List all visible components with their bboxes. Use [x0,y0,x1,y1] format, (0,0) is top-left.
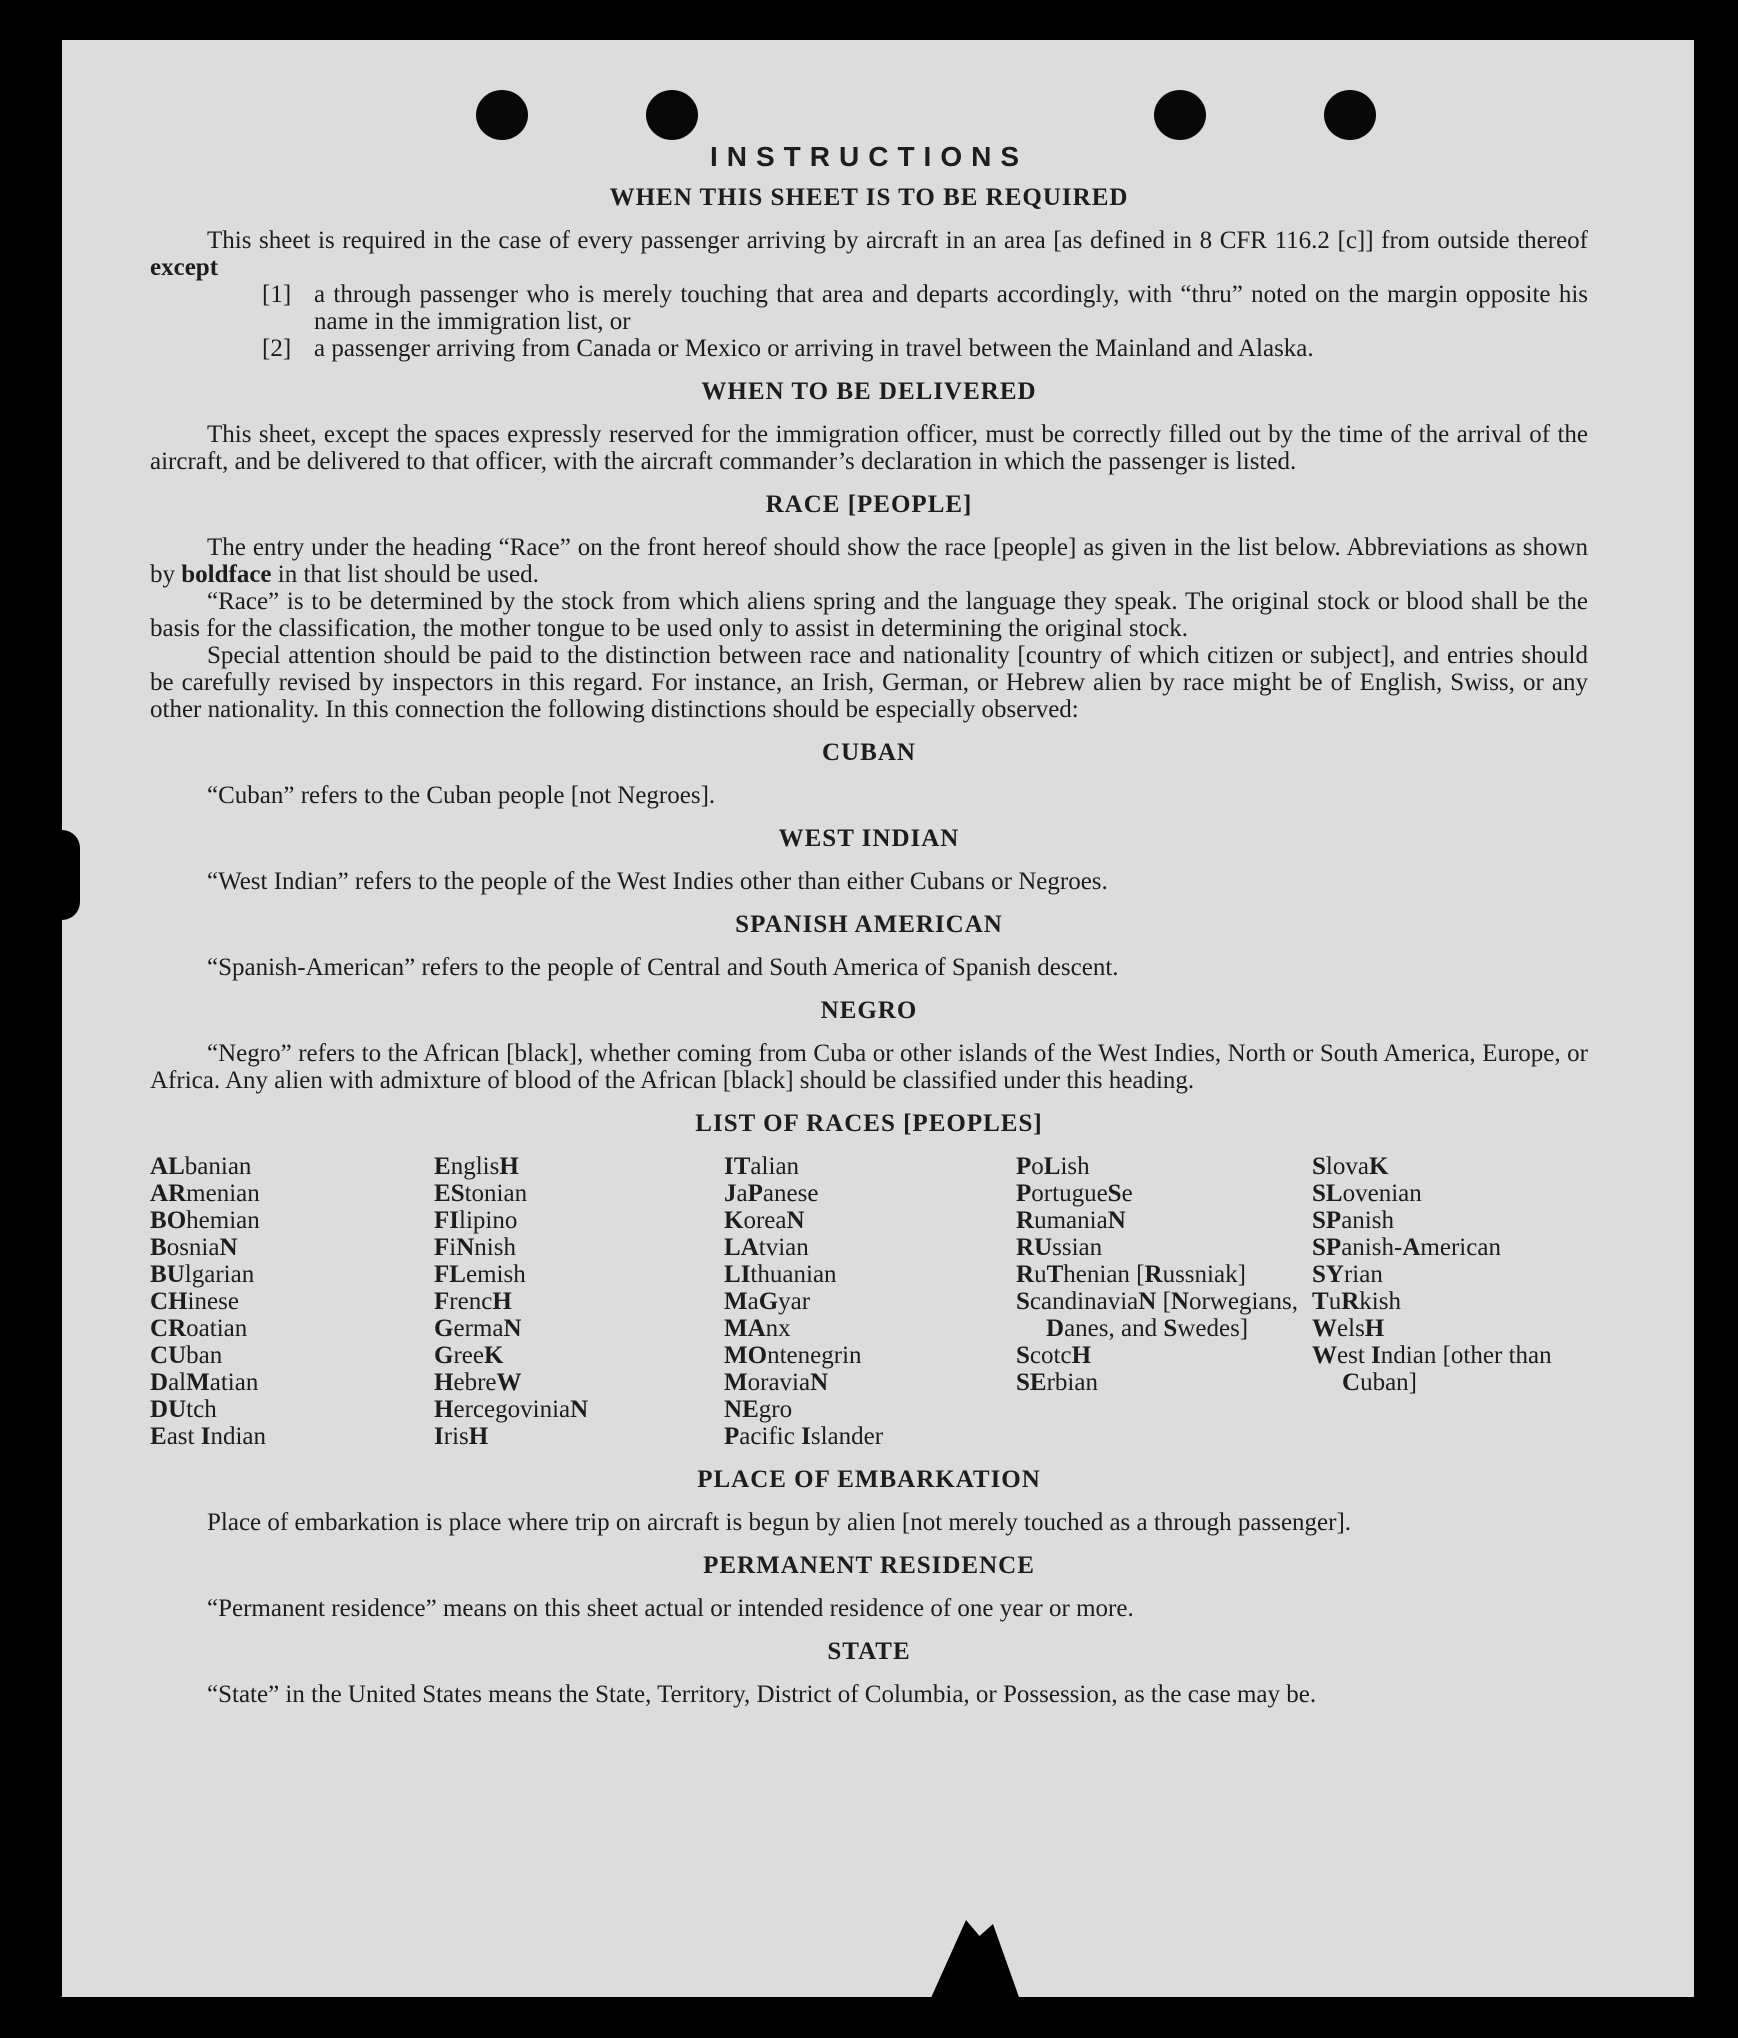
race-entry: SlovaK [1312,1153,1389,1180]
race-entry: West Indian [other than Cuban] [1312,1342,1552,1396]
race-column [1016,1153,1312,1450]
page-title: INSTRUCTIONS [710,141,1028,172]
paragraph-embarkation: Place of embarkation is place where trip on aircraft is begun by alien [not merely touched as a through passenger]. [207,1509,1352,1536]
race-entry: LIthuanian [724,1261,837,1288]
race-column [724,1153,1016,1450]
heading-embarkation: PLACE OF EMBARKATION [697,1466,1041,1493]
race-entry: ARmenian [150,1180,260,1207]
race-column [1312,1153,1588,1450]
heading-residence: PERMANENT RESIDENCE [703,1552,1035,1579]
race-entry: RUssian [1016,1234,1103,1261]
race-entry: TuRkish [1312,1288,1401,1315]
race-entry: FrencH [434,1288,512,1315]
paragraph-spanish-american: “Spanish-American” refers to the people of Central and South America of Spanish descent. [207,954,1119,981]
race-entry: KoreaN [724,1207,805,1234]
race-entry: MOntenegrin [724,1342,862,1369]
paragraph-when-delivered: This sheet, except the spaces expressly reserved for the immigration officer, must be correctly filled out by the time of the arrival of the aircraft, and be delivered to that officer, with the aircraft commander’s declaration in which the passenger is listed. [150,421,1588,475]
race-entry: IrisH [434,1423,489,1450]
paragraph-negro: “Negro” refers to the African [black], whether coming from Cuba or other islands of the West Indies, North or South America, Europe, or Africa. Any alien with admixture of blood of the African [black] should be classified under this heading. [150,1040,1588,1094]
race-column [434,1153,724,1450]
paragraph-state: “State” in the United States means the State, Territory, District of Columbia, or Possession, as the case may be. [207,1681,1317,1708]
race-entry: ITalian [724,1153,800,1180]
race-entry: SYrian [1312,1261,1383,1288]
race-entry: PortugueSe [1016,1180,1133,1207]
punch-hole [476,90,528,140]
heading-spanish-american: SPANISH AMERICAN [735,911,1003,938]
race-entry: EnglisH [434,1153,519,1180]
document-page [62,40,1694,1997]
race-entry: NEgro [724,1396,793,1423]
heading-list-of-races: LIST OF RACES [PEOPLES] [695,1110,1043,1137]
instructions-content [150,140,1588,1708]
list-item: [2] a passenger arriving from Canada or Mexico or arriving in travel between the Mainland and Alaska. [262,335,1314,362]
race-entry: SPanish-American [1312,1234,1501,1261]
race-entry: ScotcH [1016,1342,1092,1369]
race-entry: ALbanian [150,1153,252,1180]
race-entry: RuThenian [Russniak] [1016,1261,1246,1288]
paragraph-when-required: This sheet is required in the case of every passenger arriving by aircraft in an area [as defined in 8 CFR 116.2 [c]] from outside thereof except [150,227,1588,281]
race-entry: FIlipino [434,1207,518,1234]
paragraph-race-1: The entry under the heading “Race” on the front hereof should show the race [people] as given in the list below. Abbreviations as shown by boldface in that list should be used. [150,534,1588,588]
heading-when-required: WHEN THIS SHEET IS TO BE REQUIRED [609,184,1129,211]
race-entry: BosniaN [150,1234,238,1261]
race-entry: HercegoviniaN [434,1396,589,1423]
race-entry: DalMatian [150,1369,259,1396]
race-entry: MaGyar [724,1288,811,1315]
paragraph-west-indian: “West Indian” refers to the people of the West Indies other than either Cubans or Negroes. [207,868,1108,895]
paragraph-race-2: “Race” is to be determined by the stock from which aliens spring and the language they speak. The original stock or blood shall be the basis for the classification, the mother tongue to be used only to assist in determining the original stock. [150,588,1588,642]
race-entry: FLemish [434,1261,526,1288]
race-entry: LAtvian [724,1234,809,1261]
race-column [150,1153,434,1450]
race-entry: CUban [150,1342,223,1369]
race-entry: SPanish [1312,1207,1394,1234]
punch-hole [1154,90,1206,140]
race-entry: EStonian [434,1180,528,1207]
race-entry: BOhemian [150,1207,260,1234]
heading-state: STATE [827,1638,911,1665]
heading-when-delivered: WHEN TO BE DELIVERED [701,378,1037,405]
race-entry: CRoatian [150,1315,248,1342]
heading-race: RACE [PEOPLE] [765,491,973,518]
race-entry: BUlgarian [150,1261,255,1288]
paragraph-race-3: Special attention should be paid to the distinction between race and nationality [country of which citizen or subject], and entries should be carefully revised by inspectors in this regard. For instance, an Irish, German, or Hebrew alien by race might be of English, Swiss, or any other nationality. In this connection the following distinctions should be especially observed: [150,642,1588,723]
race-entry: SErbian [1016,1369,1098,1396]
race-entry: Pacific Islander [724,1423,884,1450]
race-entry: DUtch [150,1396,217,1423]
race-list [150,1153,1588,1450]
punch-hole [1324,90,1376,140]
exception-list [150,281,1588,362]
paragraph-cuban: “Cuban” refers to the Cuban people [not Negroes]. [207,782,716,809]
heading-negro: NEGRO [820,997,918,1024]
race-entry: ScandinaviaN [Norwegians, Danes, and Swedes] [1016,1288,1298,1342]
race-entry: PoLish [1016,1153,1090,1180]
heading-cuban: CUBAN [822,739,916,766]
race-entry: CHinese [150,1288,239,1315]
race-entry: MoraviaN [724,1369,829,1396]
punch-hole [646,90,698,140]
paragraph-residence: “Permanent residence” means on this sheet actual or intended residence of one year or more. [207,1595,1134,1622]
race-entry: GreeK [434,1342,504,1369]
race-entry: JaPanese [724,1180,819,1207]
race-entry: SLovenian [1312,1180,1422,1207]
list-item: [1] a through passenger who is merely touching that area and departs accordingly, with “thru” noted on the margin opposite his name in the immigration list, or [262,281,1588,335]
race-entry: HebreW [434,1369,522,1396]
race-entry: FiNnish [434,1234,516,1261]
race-entry: MAnx [724,1315,791,1342]
heading-west-indian: WEST INDIAN [778,825,960,852]
race-entry: East Indian [150,1423,267,1450]
race-entry: RumaniaN [1016,1207,1126,1234]
race-entry: GermaN [434,1315,522,1342]
paper-tear [62,830,80,920]
paper-tear [930,1920,1020,2000]
race-entry: WelsH [1312,1315,1385,1342]
